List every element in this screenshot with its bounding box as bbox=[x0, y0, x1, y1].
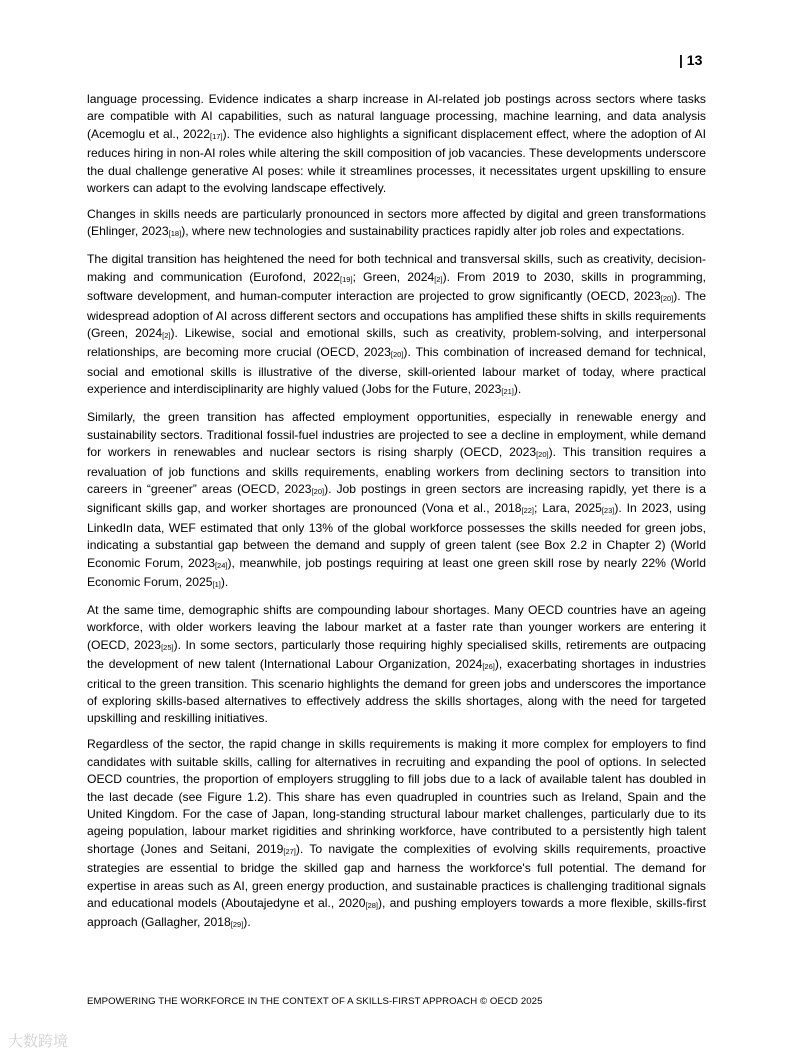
citation-reference[interactable]: [27] bbox=[283, 846, 296, 856]
paragraph-text: language processing. Evidence indicates a sharp increase in AI-related job postings across sectors where tasks are compatible with AI capabilities, such as natural language processing, machine learning, and data analysis (Acemoglu et al., 2022 bbox=[87, 92, 706, 141]
paragraph-text: Similarly, the green transition has affected employment opportunities, especially in renewable energy and sustainability sectors. Traditional fossil-fuel industries are projected to see a decline in employment, while demand for workers in renewables and nuclear sectors is rising sharply (OECD, 2023 bbox=[87, 410, 706, 460]
paragraph-text: ). bbox=[513, 382, 522, 397]
citation-reference[interactable]: [2] bbox=[434, 274, 443, 284]
paragraph-text: ), and pushing employers towards a more flexible, skills-first approach (Gallagher, 2018 bbox=[87, 896, 706, 930]
body-paragraph bbox=[87, 736, 706, 933]
paragraph-text: Changes in skills needs are particularly pronounced in sectors more affected by digital and green transformations (Ehlinger, 2023 bbox=[87, 207, 706, 239]
citation-reference[interactable]: [21] bbox=[501, 387, 514, 397]
paragraph-text: ). To navigate the complexities of evolving skills requirements, proactive strategies are essential to bridge the skilled gap and harness the workforce's full potential. The demand for expertise in areas such as AI, green energy production, and sustainable practices is challenging traditional signals and educational models (Aboutajedyne et al., 2020 bbox=[87, 841, 707, 911]
citation-reference[interactable]: [1] bbox=[212, 579, 221, 589]
paragraph-text: ; Green, 2024 bbox=[352, 269, 435, 284]
citation-reference[interactable]: [20] bbox=[660, 294, 674, 304]
paragraph-text: ). The widespread adoption of AI across different sectors and occupations has amplified these shifts in skills requirements (Green, 2024 bbox=[87, 289, 706, 341]
paragraph-text: At the same time, demographic shifts are compounding labour shortages. Many OECD countries have an ageing workforce, with older workers leaving the labour market at a faster rate than younger workers are entering it (OECD, 2023 bbox=[87, 602, 706, 652]
body-paragraph bbox=[87, 602, 706, 728]
paragraph-text: ). Job postings in green sectors are increasing rapidly, yet there is a significant skills gap, and worker shortages are pronounced (Vona et al., 2018 bbox=[87, 481, 706, 516]
body-paragraph bbox=[87, 251, 706, 400]
page-footer: EMPOWERING THE WORKFORCE IN THE CONTEXT OF A SKILLS-FIRST APPROACH © OECD 2025 bbox=[87, 996, 543, 1007]
body-paragraph bbox=[87, 91, 706, 197]
paragraph-text: ). This transition requires a revaluation of job functions and skills requirements, enabling workers from declining sectors to transition into careers in “greener” areas (OECD, 2023 bbox=[87, 445, 706, 496]
paragraph-text: ). In 2023, using LinkedIn data, WEF estimated that only 13% of the global workforce possesses the skills needed for green jobs, indicating a substantial gap between the demand and supply of green talent (see Box 2.2 in Chapter 2) (World Economic Forum, 2023 bbox=[87, 501, 706, 570]
paragraph-text: ), where new technologies and sustainability practices rapidly alter job roles and expectations. bbox=[181, 224, 685, 239]
paragraph-text: ), exacerbating shortages in industries critical to the green transition. This scenario highlights the demand for green jobs and underscores the importance of exploring skills-based alternatives to effectively address the skills shortages, along with the need for targeted upskilling and reskilling initiatives. bbox=[87, 657, 706, 726]
watermark-logo: 大数跨境 bbox=[8, 1033, 69, 1050]
citation-reference[interactable]: [23] bbox=[601, 506, 615, 516]
citation-reference[interactable]: [20] bbox=[311, 486, 325, 496]
paragraph-text: ; Lara, 2025 bbox=[534, 501, 602, 516]
citation-reference[interactable]: [24] bbox=[214, 560, 228, 570]
body-text bbox=[87, 91, 706, 942]
paragraph-text: ). The evidence also highlights a significant displacement effect, where the adoption of AI reduces hiring in non-AI roles while altering the skill composition of job vacancies. These developments underscore the dual challenge generative AI poses: while it streamlines processes, it necessitates urgent upskilling to ensure workers can adapt to the evolving landscape effectively. bbox=[87, 126, 707, 196]
paragraph-text: ). This combination of increased demand for technical, social and emotional skills is illustrative of the diverse, skill-oriented labour market of today, where practical experience and interdisciplinarity are highly valued (Jobs for the Future, 2023 bbox=[87, 345, 707, 397]
citation-reference[interactable]: [25] bbox=[161, 642, 174, 652]
page-number: | 13 bbox=[679, 52, 703, 68]
paragraph-text: ). From 2019 to 2030, skills in programming, software development, and human-computer interaction are projected to grow significantly (OECD, 2023 bbox=[87, 269, 706, 304]
citation-reference[interactable]: [19] bbox=[340, 274, 353, 284]
body-paragraph bbox=[87, 206, 706, 243]
citation-reference[interactable]: [18] bbox=[168, 229, 182, 239]
paragraph-text: The digital transition has heightened the need for both technical and transversal skills, such as creativity, decision-making and communication (Eurofond, 2022 bbox=[87, 252, 706, 284]
paragraph-text: ). In some sectors, particularly those requiring highly specialised skills, retirements are outpacing the development of new talent (International Labour Organization, 2024 bbox=[87, 637, 707, 672]
paragraph-text: ). Likewise, social and emotional skills, such as creativity, problem-solving, and interpersonal relationships, are becoming more crucial (OECD, 2023 bbox=[87, 326, 706, 360]
citation-reference[interactable]: [28] bbox=[365, 901, 378, 911]
body-paragraph bbox=[87, 409, 706, 593]
paragraph-text: Regardless of the sector, the rapid change in skills requirements is making it more complex for employers to find candidates with suitable skills, calling for alternatives in recruiting and expanding the pool of options. In selected OECD countries, the proportion of employers struggling to fill jobs due to a lack of available talent has doubled in the last decade (see Figure 1.2). This share has even quadrupled in countries such as Ireland, Spain and the United Kingdom. For the case of Japan, long-standing structural labour market challenges, particularly due to its ageing population, labour market rigidities and shrinking workforce, have contributed to a persistently high talent shortage (Jones and Seitani, 2019 bbox=[87, 737, 706, 856]
paragraph-text: ). bbox=[220, 574, 229, 589]
citation-reference[interactable]: [20] bbox=[536, 450, 549, 460]
citation-reference[interactable]: [2] bbox=[162, 331, 171, 341]
citation-reference[interactable]: [26] bbox=[482, 662, 495, 672]
citation-reference[interactable]: [20] bbox=[390, 350, 404, 360]
paragraph-text: ), meanwhile, job postings requiring at least one green skill rose by nearly 22% (World Economic Forum, 2025 bbox=[87, 555, 706, 589]
citation-reference[interactable]: [29] bbox=[230, 920, 244, 930]
citation-reference[interactable]: [22] bbox=[521, 506, 534, 516]
citation-reference[interactable]: [17] bbox=[210, 131, 223, 141]
paragraph-text: ). bbox=[243, 915, 251, 930]
